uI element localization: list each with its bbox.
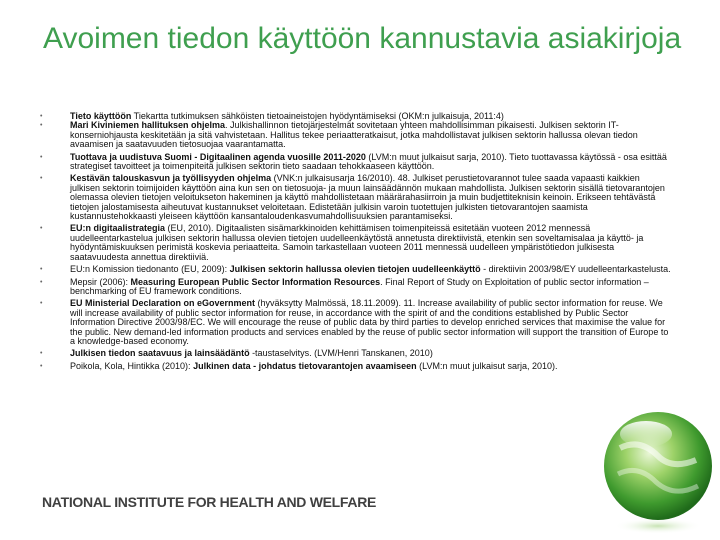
item-text: (VNK:n julkaisusarja 16/2010). 48. Julkiset perustietovarannot tulee saada vapaasti kaikkien julkisen sektorin toimijoiden käyttöön aina kun sen on tietosuoja- ja muun lainsäädännön mukaan mahdollista. Julkisen sektorin sisällä tietovarantojen olemassa olevien tietojen veloitukseton hakeminen ja käyttö mahdollistetaan määrärahasiirroin ja muin budjettiteknisin keinoin. Erikseen tehtävästä tietojen jalostamisesta aiheutuvat kustannukset veloitetaan. Edistetään julkisin varoin tuotettujen julkisten tietovarantojen saamista kustannustehokkaasti yleiseen käyttöön kansantaloudenkasvumahdollisuuksien parantamiseksi. [70, 173, 665, 222]
item-text: (LVM:n muut julkaisut sarja, 2010). Tieto tuottavassa käytössä - osa esittää strategiset tavoitteet ja toimenpiteitä julkisen sektorin tieto saadaan tehokkaaseen käyttöön. [70, 151, 667, 172]
organization-logo-text: NATIONAL INSTITUTE FOR HEALTH AND WELFARE [42, 494, 377, 510]
item-prefix: Poikola, Kola, Hintikka (2010): [70, 360, 194, 371]
list-item [40, 121, 672, 149]
bullet-icon: • [40, 300, 43, 308]
item-title: Tieto käyttöön [70, 111, 132, 121]
item-text: (LVM:n muut julkaisut sarja, 2010). [416, 360, 558, 371]
item-text: (hyväksytty Malmössä, 18.11.2009). 11. Increase availability of public sector information for reuse. We will increase availability of public sector information for reuse, in accordance with the spirit of and the conditions established by Public Sector Information Directive 2003/98/EC. We will encourage the reuse of public data by third parties to develop enriched services that maximise the value for the public. New demand-led information products and services enabled by the reuse of public sector information will support the transition of Europe to a knowledge-based economy. [70, 298, 669, 346]
bullet-icon: • [40, 122, 43, 130]
item-title: Measuring European Public Sector Information Resources [130, 276, 381, 287]
item-title: Kestävän talouskasvun ja työllisyyden ohjelma [70, 173, 272, 184]
item-title: Tuottava ja uudistuva Suomi - Digitaalinen agenda vuosille 2011-2020 [70, 151, 366, 162]
item-title: Julkinen data - johdatus tietovarantojen avaamiseen [193, 360, 417, 371]
item-text: . Final Report of Study on Exploitation of public sector information – benchmarking of EU framework conditions. [70, 276, 649, 296]
item-title: Julkisen tiedon saatavuus ja lainsäädäntö [70, 348, 250, 359]
bullet-icon: • [40, 153, 43, 161]
list-item [40, 153, 672, 172]
item-title: EU Ministerial Declaration on eGovernment [70, 298, 256, 309]
item-text: (EU, 2010). Digitaalisten sisämarkkinoiden kehittämisen toimenpiteissä esitetään vuoteen 2012 mennessä uudelleentarkastelua julkisen sektorin hallussa olevien tietojen uudelleenkäytöstä annetusta direktiivistä, etenkin sen soveltamisalaa ja käyttö- ja hyödyntämiskuuksen perimistä koskevia periaatteita. Samoin tarkastellaan vuoteen 2011 mennessä uudelleen ympäristötiedon julkisesta saatavuudesta annettua direktiiviä. [70, 223, 644, 262]
item-prefix: EU:n Komission tiedonanto (EU, 2009): [70, 264, 230, 275]
item-title: Julkisen sektorin hallussa olevien tietojen uudelleenkäyttö [229, 264, 481, 275]
bullet-icon: • [40, 113, 43, 120]
reference-list [40, 112, 672, 371]
bullet-icon: • [40, 350, 43, 358]
list-item [40, 349, 672, 358]
bullet-icon: • [40, 266, 43, 274]
item-text: -taustaselvitys. (LVM/Henri Tanskanen, 2010) [249, 348, 433, 359]
list-item [40, 278, 672, 297]
item-text: - direktiivin 2003/98/EY uudelleentarkastelusta. [480, 264, 671, 275]
item-text: Tiekartta tutkimuksen sähköisten tietoaineistojen hyödyntämiseksi (OKM:n julkaisuja, 2011:4) [131, 111, 504, 121]
bullet-icon: • [40, 175, 43, 183]
item-title: Mari Kiviniemen hallituksen ohjelma [70, 120, 226, 131]
item-title: EU:n digitaalistrategia [70, 223, 166, 234]
bullet-icon: • [40, 278, 43, 286]
list-item [40, 224, 672, 262]
item-prefix: Mepsir (2006): [70, 276, 131, 287]
list-item [40, 265, 672, 274]
list-item [40, 362, 672, 371]
list-item [40, 174, 672, 221]
page-title: Avoimen tiedon käyttöön kannustavia asiakirjoja [43, 22, 682, 55]
bullet-icon: • [40, 362, 43, 370]
green-sphere-logo-icon [600, 408, 718, 536]
item-text: . Julkishallinnon tietojärjestelmät sovitetaan yhteen mahdollisimman pikaisesti. Julkisen sektorin IT- konserniohjausta keskitetään ja sitä vahvistetaan. Hallitus tekee periaatteratkaisut, jotka mahdollistavat julkisen sektorin hallussa olevan tiedon avaamisen ja saatavuuden tietosuojaa vaarantamatta. [70, 120, 638, 150]
bullet-icon: • [40, 225, 43, 233]
list-item [40, 299, 672, 346]
